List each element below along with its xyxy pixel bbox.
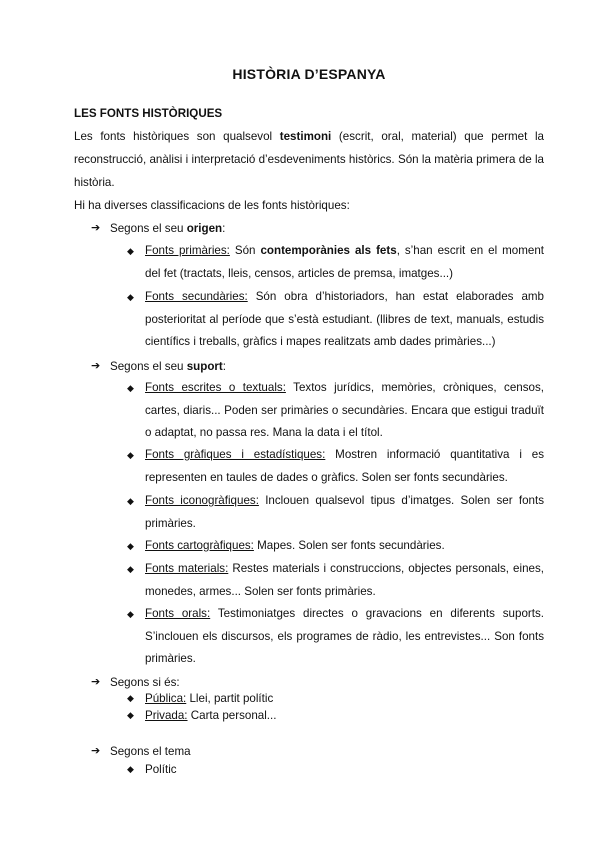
diamond-bullet-icon: ◆ <box>127 541 134 551</box>
diamond-bullet-icon: ◆ <box>127 764 134 774</box>
diamond-bullet-icon: ◆ <box>127 450 134 460</box>
group-label: Segons si és: <box>110 676 180 689</box>
diamond-bullet-icon: ◆ <box>127 564 134 574</box>
diamond-bullet-icon: ◆ <box>127 496 134 506</box>
diamond-bullet-icon: ◆ <box>127 246 134 256</box>
arrow-icon: ➔ <box>91 676 101 688</box>
section-title: LES FONTS HISTÒRIQUES <box>74 107 223 120</box>
diamond-bullet-icon: ◆ <box>127 710 134 720</box>
diamond-bullet-icon: ◆ <box>127 292 134 302</box>
group-label: Segons el tema <box>110 745 191 758</box>
arrow-icon: ➔ <box>91 222 101 234</box>
intro-paragraph: Les fonts històriques son qualsevol testimoni (escrit, oral, material) que permet la reconstrucció, anàlisi i interpretació d’esdeveniments històrics. Són la matèria primera de la història. <box>74 130 544 189</box>
arrow-icon: ➔ <box>91 745 101 757</box>
group-label: Segons el seu suport: <box>110 360 227 373</box>
diamond-bullet-icon: ◆ <box>127 383 134 393</box>
arrow-icon: ➔ <box>91 360 101 372</box>
diamond-bullet-icon: ◆ <box>127 693 134 703</box>
group-label: Segons el seu origen: <box>110 222 226 235</box>
page-title: HISTÒRIA D’ESPANYA <box>232 66 386 82</box>
diamond-bullet-icon: ◆ <box>127 609 134 619</box>
classification-intro: Hi ha diverses classificacions de les fonts històriques: <box>74 199 350 212</box>
